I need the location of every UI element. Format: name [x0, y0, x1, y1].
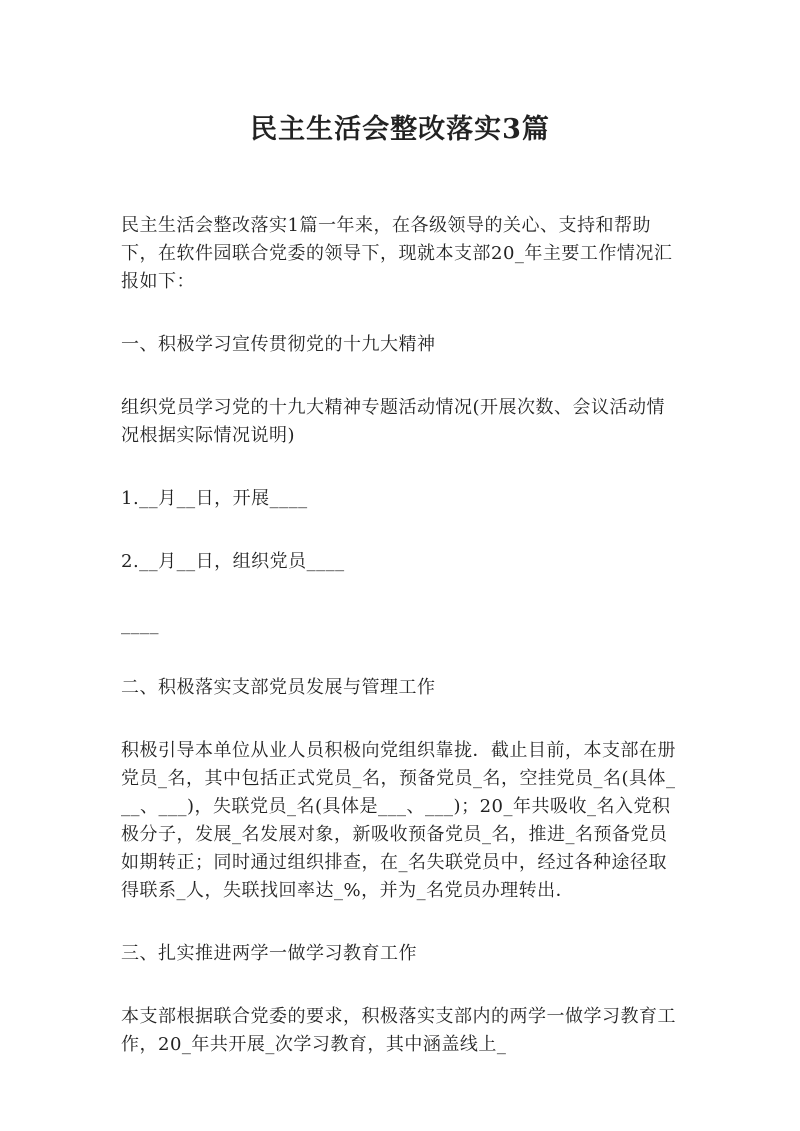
blank-line: ____	[121, 614, 159, 635]
document-body	[121, 212, 681, 1094]
list-item-1: 1.__月__日，开展____	[121, 488, 308, 509]
section-2-paragraph: 积极引导本单位从业人员积极向党组织靠拢．截止目前，本支部在册党员_名，其中包括正式党员_名，预备党员_名，空挂党员_名(具体___、___)，失联党员_名(具体是___、___)；20_年共吸收_名入党积极分子，发展_名发展对象，新吸收预备党员_名，推进_名预备党员如期转正；同时通过组织排查，在_名失联党员中，经过各种途径取得联系_人，失联找回率达_%，并为_名党员办理转出．	[121, 740, 676, 901]
list-item-2: 2.__月__日，组织党员____	[121, 551, 345, 572]
section-heading-3: 三、扎实推进两学一做学习教育工作	[121, 943, 417, 964]
intro-paragraph: 民主生活会整改落实1篇一年来，在各级领导的关心、支持和帮助下，在软件园联合党委的领导下，现就本支部20_年主要工作情况汇报如下：	[121, 215, 673, 292]
section-heading-2: 二、积极落实支部党员发展与管理工作	[121, 677, 436, 698]
section-heading-1: 一、积极学习宣传贯彻党的十九大精神	[121, 334, 436, 355]
section-1-paragraph: 组织党员学习党的十九大精神专题活动情况(开展次数、会议活动情况根据实际情况说明)	[121, 397, 666, 446]
section-3-paragraph: 本支部根据联合党委的要求，积极落实支部内的两学一做学习教育工作，20_年共开展_次学习教育，其中涵盖线上_	[121, 1006, 676, 1055]
document-title: 民主生活会整改落实3篇	[250, 114, 550, 145]
